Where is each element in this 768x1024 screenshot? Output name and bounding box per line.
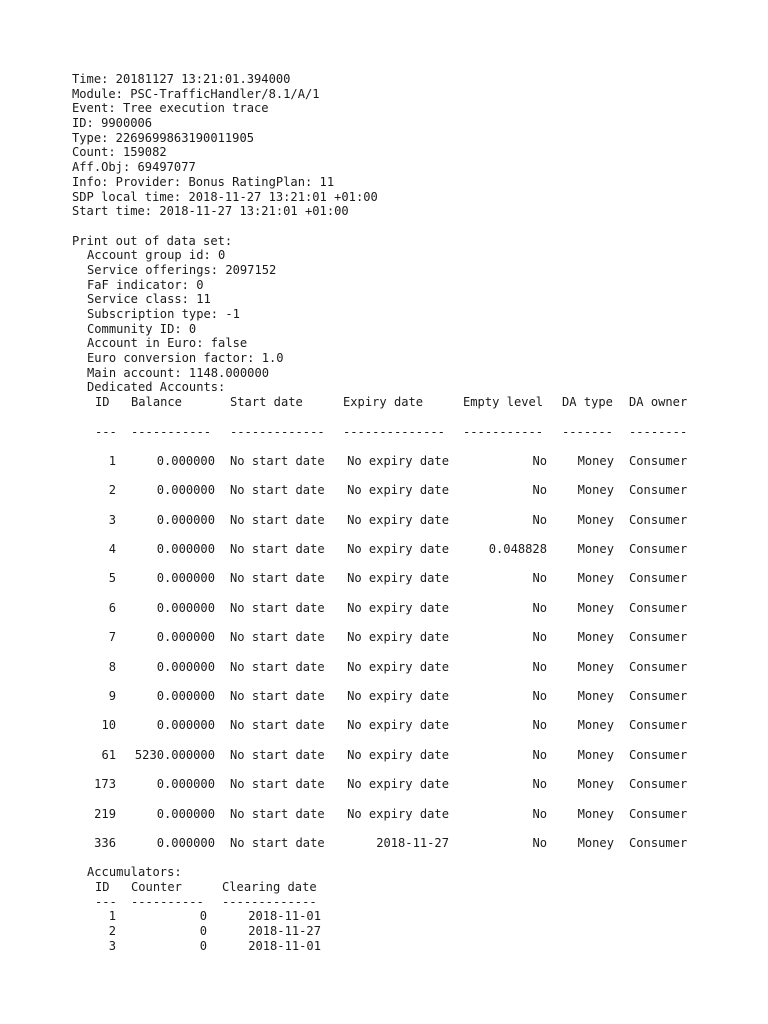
header-da-owner: DA owner <box>629 395 688 410</box>
faf-indicator-line: FaF indicator: 0 <box>87 277 204 292</box>
count-line: Count: 159082 <box>72 145 167 160</box>
da-start-date: No start date <box>230 747 325 762</box>
table-row <box>72 542 752 571</box>
acc-id: 3 <box>108 938 116 953</box>
da-empty-level: No <box>532 571 547 586</box>
subscription-type-line: Subscription type: -1 <box>87 307 240 321</box>
header-clearing-date: Clearing date <box>222 880 317 895</box>
da-type: Money <box>577 777 614 792</box>
header-balance: Balance <box>131 395 182 410</box>
da-start-date: No start date <box>230 718 325 733</box>
da-empty-level: No <box>532 453 547 468</box>
acc-clearing-date: 2018-11-27 <box>248 924 321 939</box>
da-id: 173 <box>94 777 116 792</box>
da-empty-level: No <box>532 630 547 645</box>
da-expiry-date: No expiry date <box>347 659 449 674</box>
accumulators-title: Accumulators: <box>87 865 182 880</box>
table-row <box>72 483 752 512</box>
da-balance: 0.000000 <box>156 483 215 498</box>
da-empty-level: No <box>532 835 547 850</box>
account-in-euro-line: Account in Euro: false <box>87 336 248 351</box>
euro-conversion-factor-line: Euro conversion factor: 1.0 <box>87 351 284 366</box>
da-owner: Consumer <box>629 806 688 821</box>
da-empty-level: No <box>532 483 547 498</box>
da-type: Money <box>577 571 614 586</box>
table-row <box>72 939 472 954</box>
da-empty-level: No <box>532 718 547 733</box>
da-owner: Consumer <box>629 659 688 674</box>
dedicated-accounts-title: Dedicated Accounts: <box>87 380 226 395</box>
da-type: Money <box>577 600 614 615</box>
table-separator-row <box>72 425 752 454</box>
da-expiry-date: No expiry date <box>347 571 449 586</box>
da-id: 6 <box>108 600 116 615</box>
da-type: Money <box>577 689 614 704</box>
da-start-date: No start date <box>230 777 325 792</box>
da-balance: 0.000000 <box>156 806 215 821</box>
table-row <box>72 630 752 659</box>
da-owner: Consumer <box>629 453 688 468</box>
da-start-date: No start date <box>230 806 325 821</box>
da-balance: 5230.000000 <box>134 747 215 762</box>
da-owner: Consumer <box>629 630 688 645</box>
dataset-title: Print out of data set: <box>72 233 233 248</box>
da-expiry-date: No expiry date <box>347 777 449 792</box>
da-balance: 0.000000 <box>156 600 215 615</box>
da-balance: 0.000000 <box>156 512 215 527</box>
da-id: 3 <box>108 512 116 527</box>
separator: --- <box>95 424 117 439</box>
da-expiry-date: No expiry date <box>347 689 449 704</box>
separator: ------------- <box>222 894 317 909</box>
da-empty-level: No <box>532 659 547 674</box>
da-empty-level: No <box>532 747 547 762</box>
da-start-date: No start date <box>230 453 325 468</box>
da-id: 7 <box>108 630 116 645</box>
header-id: ID <box>95 395 110 410</box>
da-type: Money <box>577 747 614 762</box>
header-start-date: Start date <box>230 395 303 410</box>
da-type: Money <box>577 718 614 733</box>
acc-id: 1 <box>108 909 116 924</box>
da-type: Money <box>577 835 614 850</box>
da-type: Money <box>577 542 614 557</box>
da-type: Money <box>577 453 614 468</box>
da-balance: 0.000000 <box>156 689 215 704</box>
separator: ---------- <box>131 894 204 909</box>
da-id: 8 <box>108 659 116 674</box>
time-line: Time: 20181127 13:21:01.394000 <box>72 72 291 86</box>
start-time-line: Start time: 2018-11-27 13:21:01 +01:00 <box>72 204 349 219</box>
module-line: Module: PSC-TrafficHandler/8.1/A/1 <box>72 86 320 101</box>
accumulators-rows <box>72 909 472 953</box>
da-expiry-date: No expiry date <box>347 542 449 557</box>
accumulators-table <box>72 880 472 953</box>
da-owner: Consumer <box>629 483 688 498</box>
service-offerings-line: Service offerings: 2097152 <box>87 262 277 277</box>
acc-counter: 0 <box>199 909 207 924</box>
acc-clearing-date: 2018-11-01 <box>248 909 321 924</box>
table-separator-row <box>72 895 472 910</box>
separator: ----------- <box>463 424 544 439</box>
table-row <box>72 924 472 939</box>
da-type: Money <box>577 483 614 498</box>
header-counter: Counter <box>131 880 182 895</box>
service-class-line: Service class: 11 <box>87 292 211 307</box>
header-empty-level: Empty level <box>463 395 544 410</box>
da-owner: Consumer <box>629 689 688 704</box>
da-id: 10 <box>101 718 116 733</box>
da-balance: 0.000000 <box>156 659 215 674</box>
da-balance: 0.000000 <box>156 453 215 468</box>
da-start-date: No start date <box>230 512 325 527</box>
separator: -------- <box>629 424 688 439</box>
da-balance: 0.000000 <box>156 718 215 733</box>
da-expiry-date: 2018-11-27 <box>376 835 449 850</box>
da-id: 219 <box>94 806 116 821</box>
table-row <box>72 571 752 600</box>
da-start-date: No start date <box>230 659 325 674</box>
acc-counter: 0 <box>199 938 207 953</box>
header-id: ID <box>95 880 110 895</box>
da-balance: 0.000000 <box>156 777 215 792</box>
event-line: Event: Tree execution trace <box>72 101 269 116</box>
da-expiry-date: No expiry date <box>347 630 449 645</box>
da-empty-level: 0.048828 <box>488 542 547 557</box>
da-id: 4 <box>108 542 116 557</box>
da-empty-level: No <box>532 512 547 527</box>
table-row <box>72 513 752 542</box>
da-balance: 0.000000 <box>156 542 215 557</box>
da-type: Money <box>577 806 614 821</box>
da-owner: Consumer <box>629 718 688 733</box>
da-owner: Consumer <box>629 571 688 586</box>
da-start-date: No start date <box>230 483 325 498</box>
separator: ------------- <box>230 424 325 439</box>
separator: --- <box>95 894 117 909</box>
da-id: 2 <box>108 483 116 498</box>
da-owner: Consumer <box>629 747 688 762</box>
da-start-date: No start date <box>230 600 325 615</box>
da-expiry-date: No expiry date <box>347 600 449 615</box>
community-id-line: Community ID: 0 <box>87 321 197 336</box>
type-line: Type: 2269699863190011905 <box>72 130 255 145</box>
da-balance: 0.000000 <box>156 835 215 850</box>
da-start-date: No start date <box>230 835 325 850</box>
blank-line <box>72 219 752 234</box>
da-type: Money <box>577 512 614 527</box>
dedicated-accounts-rows <box>72 454 752 865</box>
da-empty-level: No <box>532 689 547 704</box>
separator: -------------- <box>343 424 445 439</box>
da-id: 336 <box>94 835 116 850</box>
da-id: 9 <box>108 689 116 704</box>
table-row <box>72 836 752 865</box>
da-empty-level: No <box>532 806 547 821</box>
sdp-local-time-line: SDP local time: 2018-11-27 13:21:01 +01:00 <box>72 189 378 204</box>
table-row <box>72 689 752 718</box>
dedicated-accounts-table <box>72 395 752 865</box>
da-expiry-date: No expiry date <box>347 453 449 468</box>
da-expiry-date: No expiry date <box>347 483 449 498</box>
acc-id: 2 <box>108 924 116 939</box>
table-header-row <box>72 395 752 424</box>
da-empty-level: No <box>532 600 547 615</box>
separator: ----------- <box>131 424 212 439</box>
da-id: 61 <box>101 747 116 762</box>
table-row <box>72 718 752 747</box>
aff-obj-line: Aff.Obj: 69497077 <box>72 160 196 175</box>
table-row <box>72 807 752 836</box>
main-account-line: Main account: 1148.000000 <box>87 365 270 380</box>
table-row <box>72 601 752 630</box>
table-row <box>72 454 752 483</box>
acc-counter: 0 <box>199 924 207 939</box>
da-balance: 0.000000 <box>156 630 215 645</box>
da-owner: Consumer <box>629 542 688 557</box>
account-group-id-line: Account group id: 0 <box>87 248 226 263</box>
da-expiry-date: No expiry date <box>347 512 449 527</box>
info-line: Info: Provider: Bonus RatingPlan: 11 <box>72 174 335 189</box>
id-line: ID: 9900006 <box>72 116 153 131</box>
da-start-date: No start date <box>230 689 325 704</box>
da-start-date: No start date <box>230 571 325 586</box>
da-type: Money <box>577 630 614 645</box>
header-da-type: DA type <box>562 395 613 410</box>
da-owner: Consumer <box>629 777 688 792</box>
da-owner: Consumer <box>629 600 688 615</box>
acc-clearing-date: 2018-11-01 <box>248 938 321 953</box>
table-row <box>72 909 472 924</box>
da-type: Money <box>577 659 614 674</box>
da-balance: 0.000000 <box>156 571 215 586</box>
da-start-date: No start date <box>230 630 325 645</box>
da-id: 1 <box>108 453 116 468</box>
da-empty-level: No <box>532 777 547 792</box>
table-header-row <box>72 880 472 895</box>
da-expiry-date: No expiry date <box>347 747 449 762</box>
da-expiry-date: No expiry date <box>347 806 449 821</box>
table-row <box>72 748 752 777</box>
da-expiry-date: No expiry date <box>347 718 449 733</box>
table-row <box>72 777 752 806</box>
da-owner: Consumer <box>629 512 688 527</box>
table-row <box>72 660 752 689</box>
da-start-date: No start date <box>230 542 325 557</box>
separator: ------- <box>562 424 613 439</box>
trace-document <box>72 72 752 954</box>
da-owner: Consumer <box>629 835 688 850</box>
header-expiry-date: Expiry date <box>343 395 424 410</box>
da-id: 5 <box>108 571 116 586</box>
